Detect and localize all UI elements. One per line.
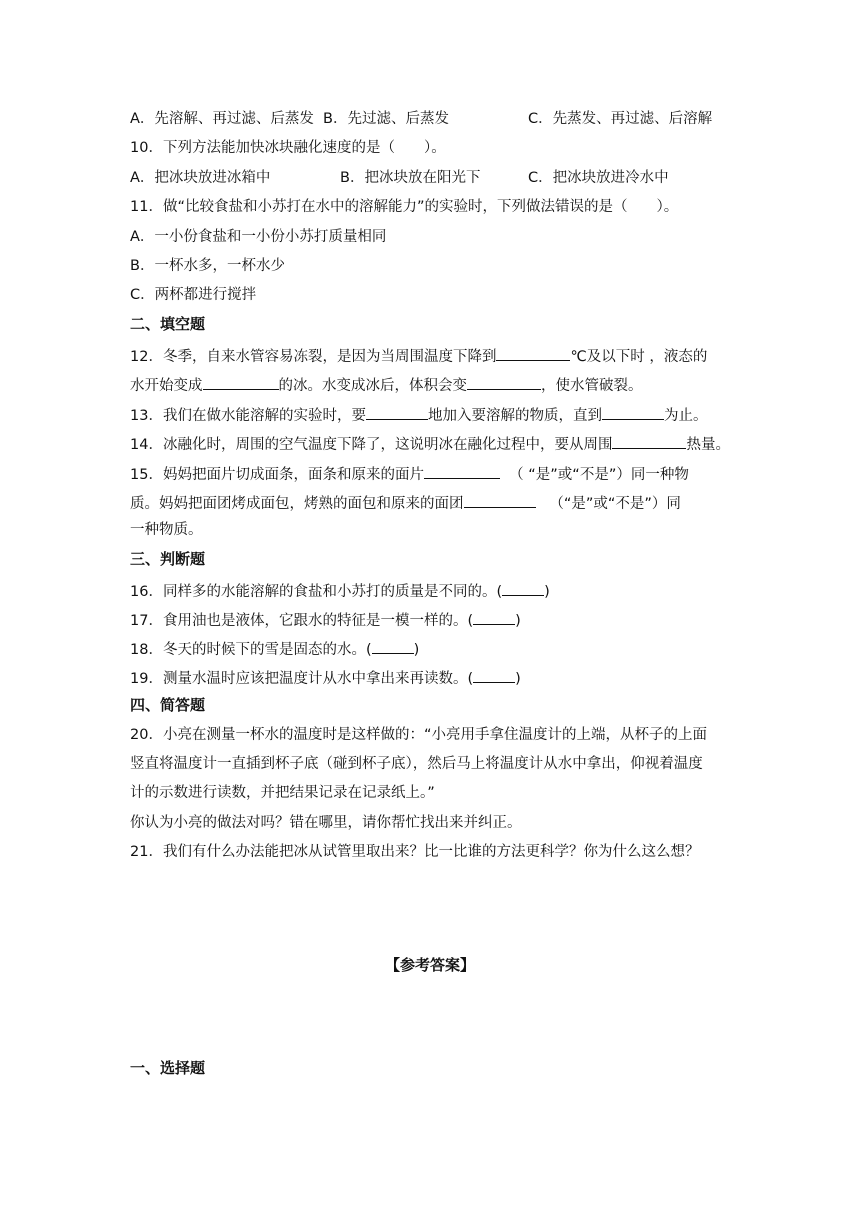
q16-answer-blank (502, 579, 544, 596)
q19-line (130, 666, 521, 689)
q10-stem: 10．下列方法能加快冰块融化速度的是（ ）。 (130, 140, 446, 156)
q16-text: 16．同样多的水能溶解的食盐和小苏打的质量是不同的。( (130, 584, 503, 600)
q19-text: 19．测量水温时应该把温度计从水中拿出来再读数。( (130, 671, 474, 687)
q10-option-b: B．把冰块放在阳光下 (340, 170, 481, 186)
q9-options (130, 109, 730, 129)
q20-line-3: 计的示数进行读数，并把结果记录在记录纸上。” (130, 785, 435, 801)
q12-blank-1 (496, 344, 570, 361)
q12-line-1 (130, 344, 707, 367)
q13-text: 为止。 (663, 408, 708, 424)
q9-option-b: B．先过滤、后蒸发 (323, 111, 449, 127)
q19-answer-blank (473, 666, 515, 683)
q17-line (130, 608, 521, 631)
q21-line: 21．我们有什么办法能把冰从试管里取出来？比一比谁的方法更科学？你为什么这么想？ (130, 844, 700, 860)
answer-section-heading-choice: 一、选择题 (130, 1059, 206, 1077)
q12-blank-2 (203, 373, 279, 390)
q11-stem: 11．做“比较食盐和小苏打在水中的溶解能力”的实验时，下列做法错误的是（ ）。 (130, 199, 679, 215)
q15-text: 15．妈妈把面片切成面条，面条和原来的面片 (130, 467, 424, 483)
q12-text: 12．冬季，自来水管容易冻裂，是因为当周围温度下降到 (130, 349, 497, 365)
q20-line-2: 竖直将温度计一直插到杯子底（碰到杯子底），然后马上将温度计从水中拿出，仰视着温度 (130, 756, 703, 772)
q13-text: 13．我们在做水能溶解的实验时，要 (130, 408, 366, 424)
q16-close-paren: ) (544, 584, 550, 600)
q17-close-paren: ) (515, 613, 521, 629)
q15-line-3: 一种物质。 (130, 522, 203, 538)
q15-text: （ “是”或“不是”）同一种物 (509, 467, 689, 483)
q11-option-c: C．两杯都进行搅拌 (130, 287, 257, 303)
q12-blank-3 (467, 373, 541, 390)
q12-text: ，使水管破裂。 (541, 378, 643, 394)
q15-blank-2 (464, 491, 536, 508)
q18-answer-blank (372, 637, 414, 654)
q18-text: 18．冬天的时候下的雪是固态的水。( (130, 642, 372, 658)
q16-line (130, 579, 550, 602)
q12-text: ℃及以下时 ，液态的 (570, 349, 708, 365)
q15-line-2 (130, 491, 681, 514)
q15-line-1 (130, 462, 689, 485)
q15-text: 质。妈妈把面团烤成面包，烤熟的面包和原来的面团 (130, 496, 464, 512)
q10-options (130, 168, 730, 188)
q20-line-4: 你认为小亮的做法对吗？错在哪里，请你帮忙找出来并纠正。 (130, 815, 522, 831)
q12-line-2 (130, 373, 643, 396)
q18-line (130, 637, 419, 660)
q15-blank-1 (424, 462, 500, 479)
answer-key-title: 【参考答案】 (384, 956, 475, 974)
q15-text: （“是”或“不是”）同 (549, 496, 681, 512)
q12-text: 的冰。水变成冰后，体积会变 (278, 378, 467, 394)
q14-blank (612, 432, 686, 449)
q17-text: 17．食用油也是液体，它跟水的特征是一模一样的。( (130, 613, 474, 629)
q20-line-1: 20．小亮在测量一杯水的温度时是这样做的：“小亮用手拿住温度计的上端，从杯子的上面 (130, 727, 707, 743)
q10-option-c: C．把冰块放进冷水中 (528, 170, 669, 186)
q12-text: 水开始变成 (130, 378, 203, 394)
q14-line (130, 432, 730, 455)
q13-blank-2 (602, 403, 664, 420)
q14-text: 14．冰融化时，周围的空气温度下降了，这说明冰在融化过程中，要从周围 (130, 437, 613, 453)
q10-option-a: A．把冰块放进冰箱中 (130, 170, 271, 186)
section-heading-fill-in: 二、填空题 (130, 315, 206, 333)
q11-option-b: B．一杯水多，一杯水少 (130, 258, 285, 274)
q9-option-c: C．先蒸发、再过滤、后溶解 (528, 111, 713, 127)
q14-text: 热量。 (686, 437, 730, 453)
q19-close-paren: ) (515, 671, 521, 687)
q11-option-a: A．一小份食盐和一小份小苏打质量相同 (130, 229, 387, 245)
q18-close-paren: ) (413, 642, 420, 658)
q13-line (130, 403, 707, 426)
q13-text: 地加入要溶解的物质，直到 (427, 408, 602, 424)
q9-option-a: A．先溶解、再过滤、后蒸发 (130, 111, 314, 127)
q17-answer-blank (473, 608, 515, 625)
q13-blank-1 (366, 403, 428, 420)
section-heading-true-false: 三、判断题 (130, 550, 206, 568)
section-heading-short-answer: 四、简答题 (130, 696, 206, 714)
